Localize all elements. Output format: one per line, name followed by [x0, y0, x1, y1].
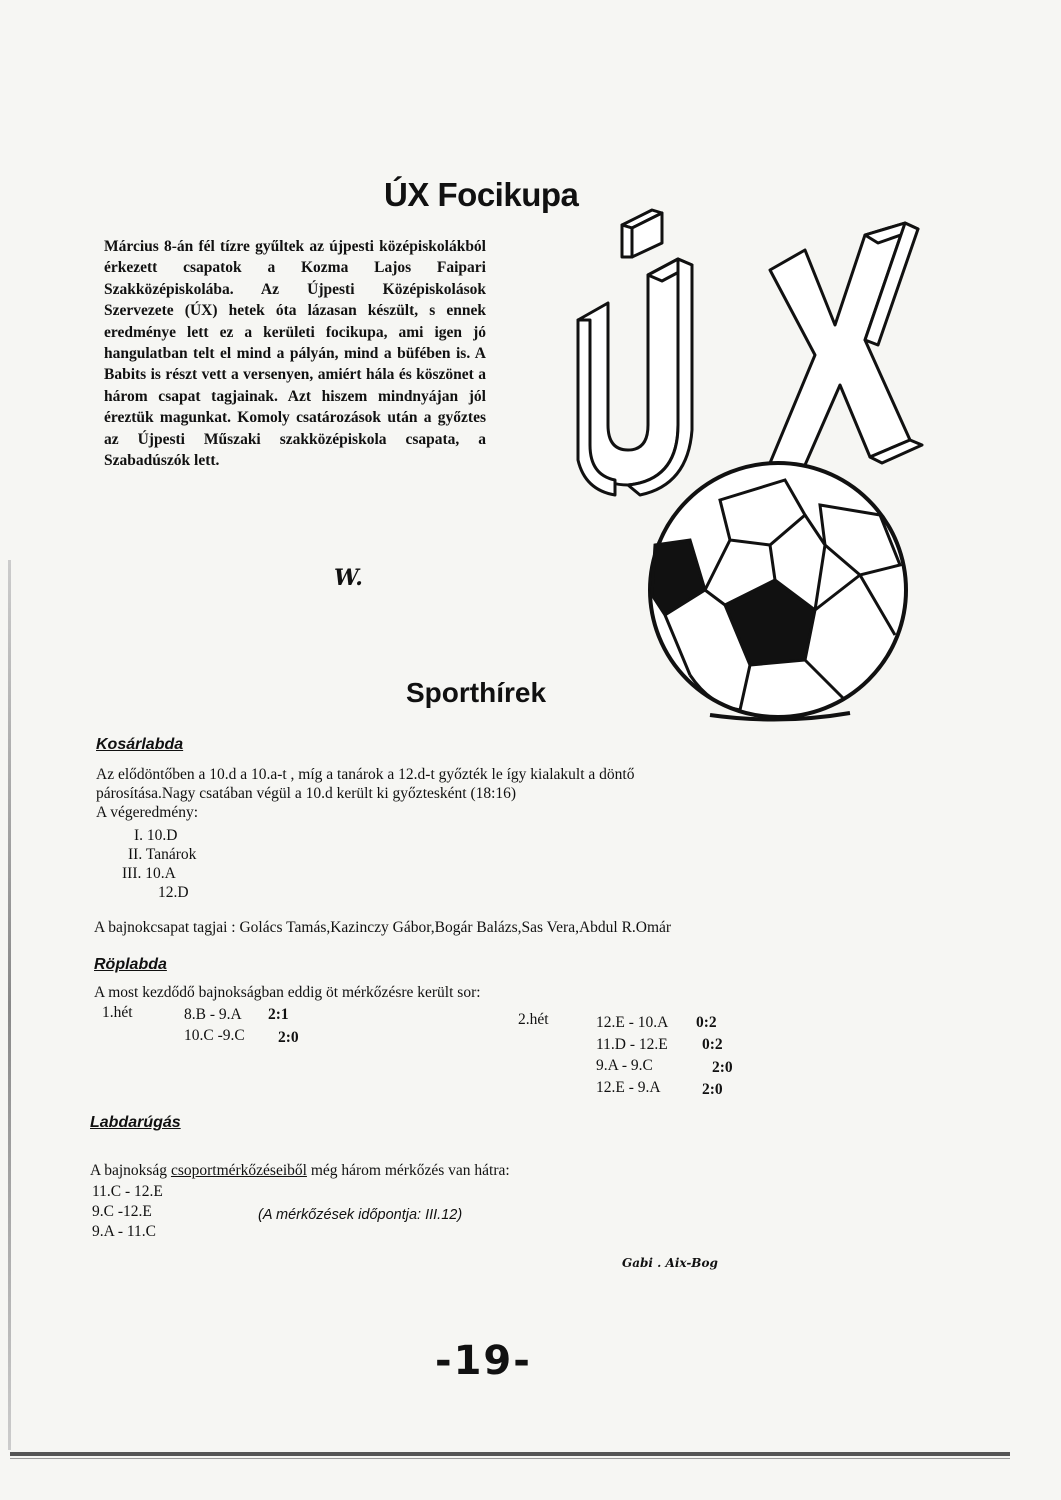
result-rank: I.: [134, 827, 144, 844]
football-heading: Labdarúgás: [90, 1114, 181, 1131]
volleyball-heading: Röplabda: [94, 956, 167, 973]
basketball-text: [96, 765, 796, 822]
football-note: (A mérkőzések időpontja: III.12): [258, 1207, 463, 1223]
week2-score: 2:0: [712, 1059, 733, 1076]
week2-match: 9.A - 9.C: [596, 1057, 653, 1074]
week2-label: 2.hét: [518, 1011, 549, 1028]
football-matches: [92, 1182, 163, 1242]
soccer-ball-icon: [650, 463, 906, 720]
basketball-results: [118, 826, 196, 902]
footer-signature: Gabi . Aix-Bog: [622, 1256, 718, 1270]
week2-match: 11.D - 12.E: [596, 1036, 668, 1053]
basketball-line-2: párosítása.Nagy csatában végül a 10.d került ki győztesként (18:16): [96, 785, 517, 802]
result-row: [118, 883, 196, 902]
football-intro-pre: A bajnokság: [90, 1162, 171, 1179]
result-team: 10.A: [145, 865, 176, 882]
sport-section-title: Sporthírek: [406, 677, 547, 708]
scan-bottom-line-thin: [10, 1458, 1010, 1459]
result-team: 12.D: [158, 884, 189, 901]
article-signature: W.: [334, 565, 363, 591]
football-match: 9.A - 11.C: [92, 1223, 157, 1240]
football-intro-underlined: csoportmérkőzéseiből: [170, 1162, 307, 1179]
scan-bottom-line: [10, 1452, 1010, 1456]
article-body: Március 8-án fél tízre gyűltek az újpesti középiskolákból érkezett csapatok a Kozma Lajos Faipari Szakközépiskolába. Az Újpesti Középiskolások Szervezete (ÚX) hetek óta lázasan készült, s ennek eredménye lett ez a kerületi focikupa, ami igen jó hangulatban telt el mind a pályán, mind a büfében is. A Babits is részt vett a versenyen, amiért hála és köszönet a három csapat tagjainak. Azt hiszem mindnyájan jól éreztük magunkat. Komoly csatározások után a győztes az Újpesti Műszaki szakközépiskola csapata, a Szabadúszók lett.: [104, 238, 486, 470]
result-team: Tanárok: [145, 846, 197, 863]
result-rank: II.: [128, 846, 143, 863]
result-rank: III.: [122, 865, 142, 882]
week2-score: 0:2: [696, 1014, 717, 1031]
scan-edge: [8, 560, 11, 1450]
football-match: 9.C -12.E: [92, 1203, 152, 1220]
football-match: 11.C - 12.E: [92, 1183, 163, 1200]
result-row: [118, 845, 196, 864]
week1-score: 2:0: [278, 1029, 299, 1046]
week1-score: 2:1: [268, 1006, 289, 1023]
page-number: -19-: [435, 1338, 532, 1384]
result-team: 10.D: [146, 827, 178, 844]
football-intro: [90, 1161, 710, 1180]
football-intro-post: még három mérkőzés van hátra:: [306, 1162, 510, 1179]
volleyball-intro: A most kezdődő bajnokságban eddig öt mérkőzésre került sor:: [94, 984, 481, 1001]
basketball-result-label: A végeredmény:: [96, 804, 199, 821]
week1-match: 8.B - 9.A: [184, 1006, 242, 1023]
ux-logo-drawing: [560, 195, 930, 725]
week1-label: 1.hét: [102, 1004, 133, 1021]
basketball-line-1: Az elődöntőben a 10.d a 10.a-t , míg a tanárok a 12.d-t győzték le így kialakult a döntő: [96, 766, 635, 783]
week1-match: 10.C -9.C: [184, 1027, 245, 1044]
week2-score: 2:0: [702, 1081, 723, 1098]
article-title: ÚX Focikupa: [384, 176, 579, 213]
result-row: [118, 864, 196, 883]
basketball-members: A bajnokcsapat tagjai : Golács Tamás,Kazinczy Gábor,Bogár Balázs,Sas Vera,Abdul R.Omár: [94, 919, 672, 936]
week2-match: 12.E - 10.A: [596, 1014, 669, 1031]
week2-match: 12.E - 9.A: [596, 1079, 661, 1096]
result-row: [118, 826, 196, 845]
basketball-heading: Kosárlabda: [96, 736, 184, 753]
week2-score: 0:2: [702, 1036, 723, 1053]
ux-letters-icon: [578, 210, 922, 495]
